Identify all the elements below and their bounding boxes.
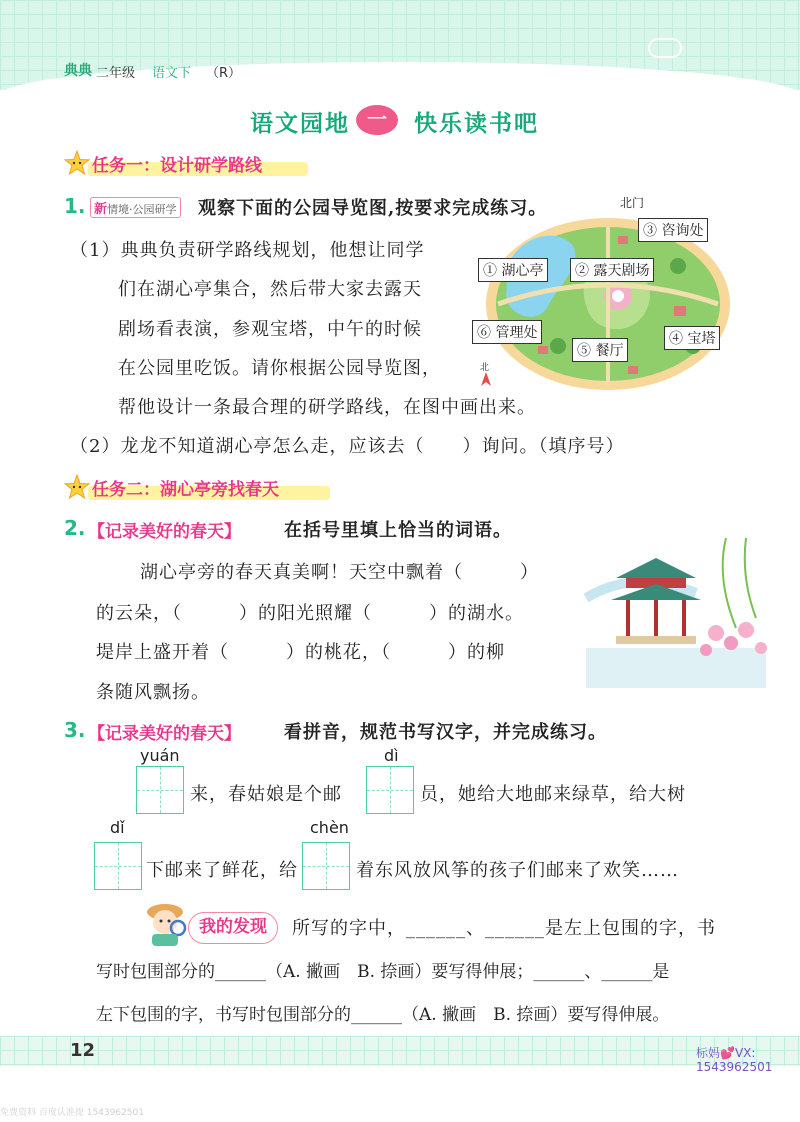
q1-line: 在公园里吃饭。请你根据公园导览图， bbox=[118, 358, 441, 379]
q1-line: （1）典典负责研学路线规划，他想让同学 bbox=[70, 240, 425, 261]
writing-grid[interactable] bbox=[136, 766, 184, 814]
subject-label: 语文下 bbox=[152, 66, 192, 81]
question-keyword: 【记录美好的春天】 bbox=[88, 522, 241, 542]
question-stem: 在括号里填上恰当的词语。 bbox=[284, 520, 512, 541]
pinyin-label: dǐ bbox=[110, 818, 125, 837]
map-label-consult: ③ 咨询处 bbox=[638, 218, 708, 242]
writing-grid[interactable] bbox=[302, 842, 350, 890]
page-title bbox=[0, 103, 800, 137]
discovery-line: 左下包围的字，书写时包围部分的______（A. 撇画 B. 捺画）要写得伸展。 bbox=[96, 1005, 670, 1025]
pinyin-label: chèn bbox=[310, 818, 349, 837]
q2-line: 湖心亭旁的春天真美啊！天空中飘着（ ） bbox=[140, 562, 539, 583]
brand-logo: 典典 bbox=[64, 63, 92, 79]
writing-grid[interactable] bbox=[94, 842, 142, 890]
q1-line: 剧场看表演，参观宝塔，中午的时候 bbox=[118, 319, 422, 340]
q3-text: 来，春姑娘是个邮 bbox=[190, 784, 342, 805]
watermark-line1: 标妈💕VX: bbox=[696, 1046, 756, 1060]
edition-label: （R） bbox=[206, 66, 242, 81]
map-label-restaurant: ⑤ 餐厅 bbox=[572, 338, 628, 362]
q1-line: 们在湖心亭集合，然后带大家去露天 bbox=[118, 279, 422, 300]
north-gate-label: 北门 bbox=[620, 196, 645, 210]
watermark-line2: 1543962501 bbox=[696, 1060, 773, 1074]
compass-arrow-icon bbox=[481, 372, 491, 386]
pinyin-label: dì bbox=[384, 746, 399, 765]
grade-label: 二年级 bbox=[96, 66, 136, 81]
tag-text: 情境·公园研学 bbox=[107, 203, 177, 216]
north-label: 北 bbox=[480, 363, 490, 373]
q3-text: 下邮来了鲜花，给 bbox=[146, 860, 298, 881]
q2-line: 的云朵，（ ）的阳光照耀（ ）的湖水。 bbox=[96, 603, 524, 624]
writing-grid[interactable] bbox=[366, 766, 414, 814]
q1-line: 帮他设计一条最合理的研学路线，在图中画出来。 bbox=[118, 397, 536, 418]
question-number: 2. bbox=[64, 516, 86, 540]
map-label-theater: ② 露天剧场 bbox=[570, 258, 654, 282]
q2-line: 条随风飘扬。 bbox=[96, 682, 210, 703]
pavilion-drawing bbox=[576, 538, 776, 688]
question-number: 1. bbox=[64, 194, 86, 218]
discovery-line: 写时包围部分的______（A. 撇画 B. 捺画）要写得伸展；______、______是 bbox=[96, 962, 670, 982]
cloud-icon bbox=[648, 38, 682, 58]
park-map bbox=[478, 196, 738, 396]
q3-text: 着东风放风筝的孩子们邮来了欢笑…… bbox=[356, 860, 679, 881]
pinyin-label: yuán bbox=[140, 746, 180, 765]
discovery-label: 我的发现 bbox=[188, 912, 278, 944]
q1-part2: （2）龙龙不知道湖心亭怎么走，应该去（ ）询问。（填序号） bbox=[70, 436, 625, 457]
pavilion-illustration bbox=[576, 538, 776, 688]
question-tag bbox=[90, 197, 181, 218]
discovery-line: 所写的字中，______、______是左上包围的字，书 bbox=[292, 918, 716, 939]
star-icon bbox=[64, 474, 90, 500]
explorer-child-icon bbox=[140, 898, 190, 948]
task-label: 任务二：湖心亭旁找春天 bbox=[92, 480, 279, 500]
map-label-pagoda: ④ 宝塔 bbox=[664, 326, 720, 350]
tag-new: 新 bbox=[94, 202, 108, 217]
watermark bbox=[696, 1046, 772, 1074]
task-label: 任务一：设计研学路线 bbox=[92, 156, 262, 176]
q2-line: 堤岸上盛开着（ ）的桃花，（ ）的柳 bbox=[96, 642, 505, 663]
title-right: 快乐读书吧 bbox=[414, 111, 539, 137]
question-stem: 观察下面的公园导览图,按要求完成练习。 bbox=[198, 198, 548, 219]
map-label-pavilion: ① 湖心亭 bbox=[478, 258, 548, 282]
question-keyword: 【记录美好的春天】 bbox=[88, 724, 241, 744]
q3-text: 员，她给大地邮来绿草，给大树 bbox=[420, 784, 686, 805]
footer-note: 免费资料 百度认准提 1543962501 bbox=[0, 1108, 144, 1118]
map-label-office: ⑥ 管理处 bbox=[472, 320, 542, 344]
title-badge: 一 bbox=[356, 105, 398, 135]
title-left: 语文园地 bbox=[250, 111, 350, 137]
page-footer-band bbox=[0, 1036, 800, 1066]
question-stem: 看拼音，规范书写汉字，并完成练习。 bbox=[284, 722, 607, 743]
star-icon bbox=[64, 150, 90, 176]
page-number: 12 bbox=[70, 1040, 96, 1061]
question-number: 3. bbox=[64, 718, 86, 742]
